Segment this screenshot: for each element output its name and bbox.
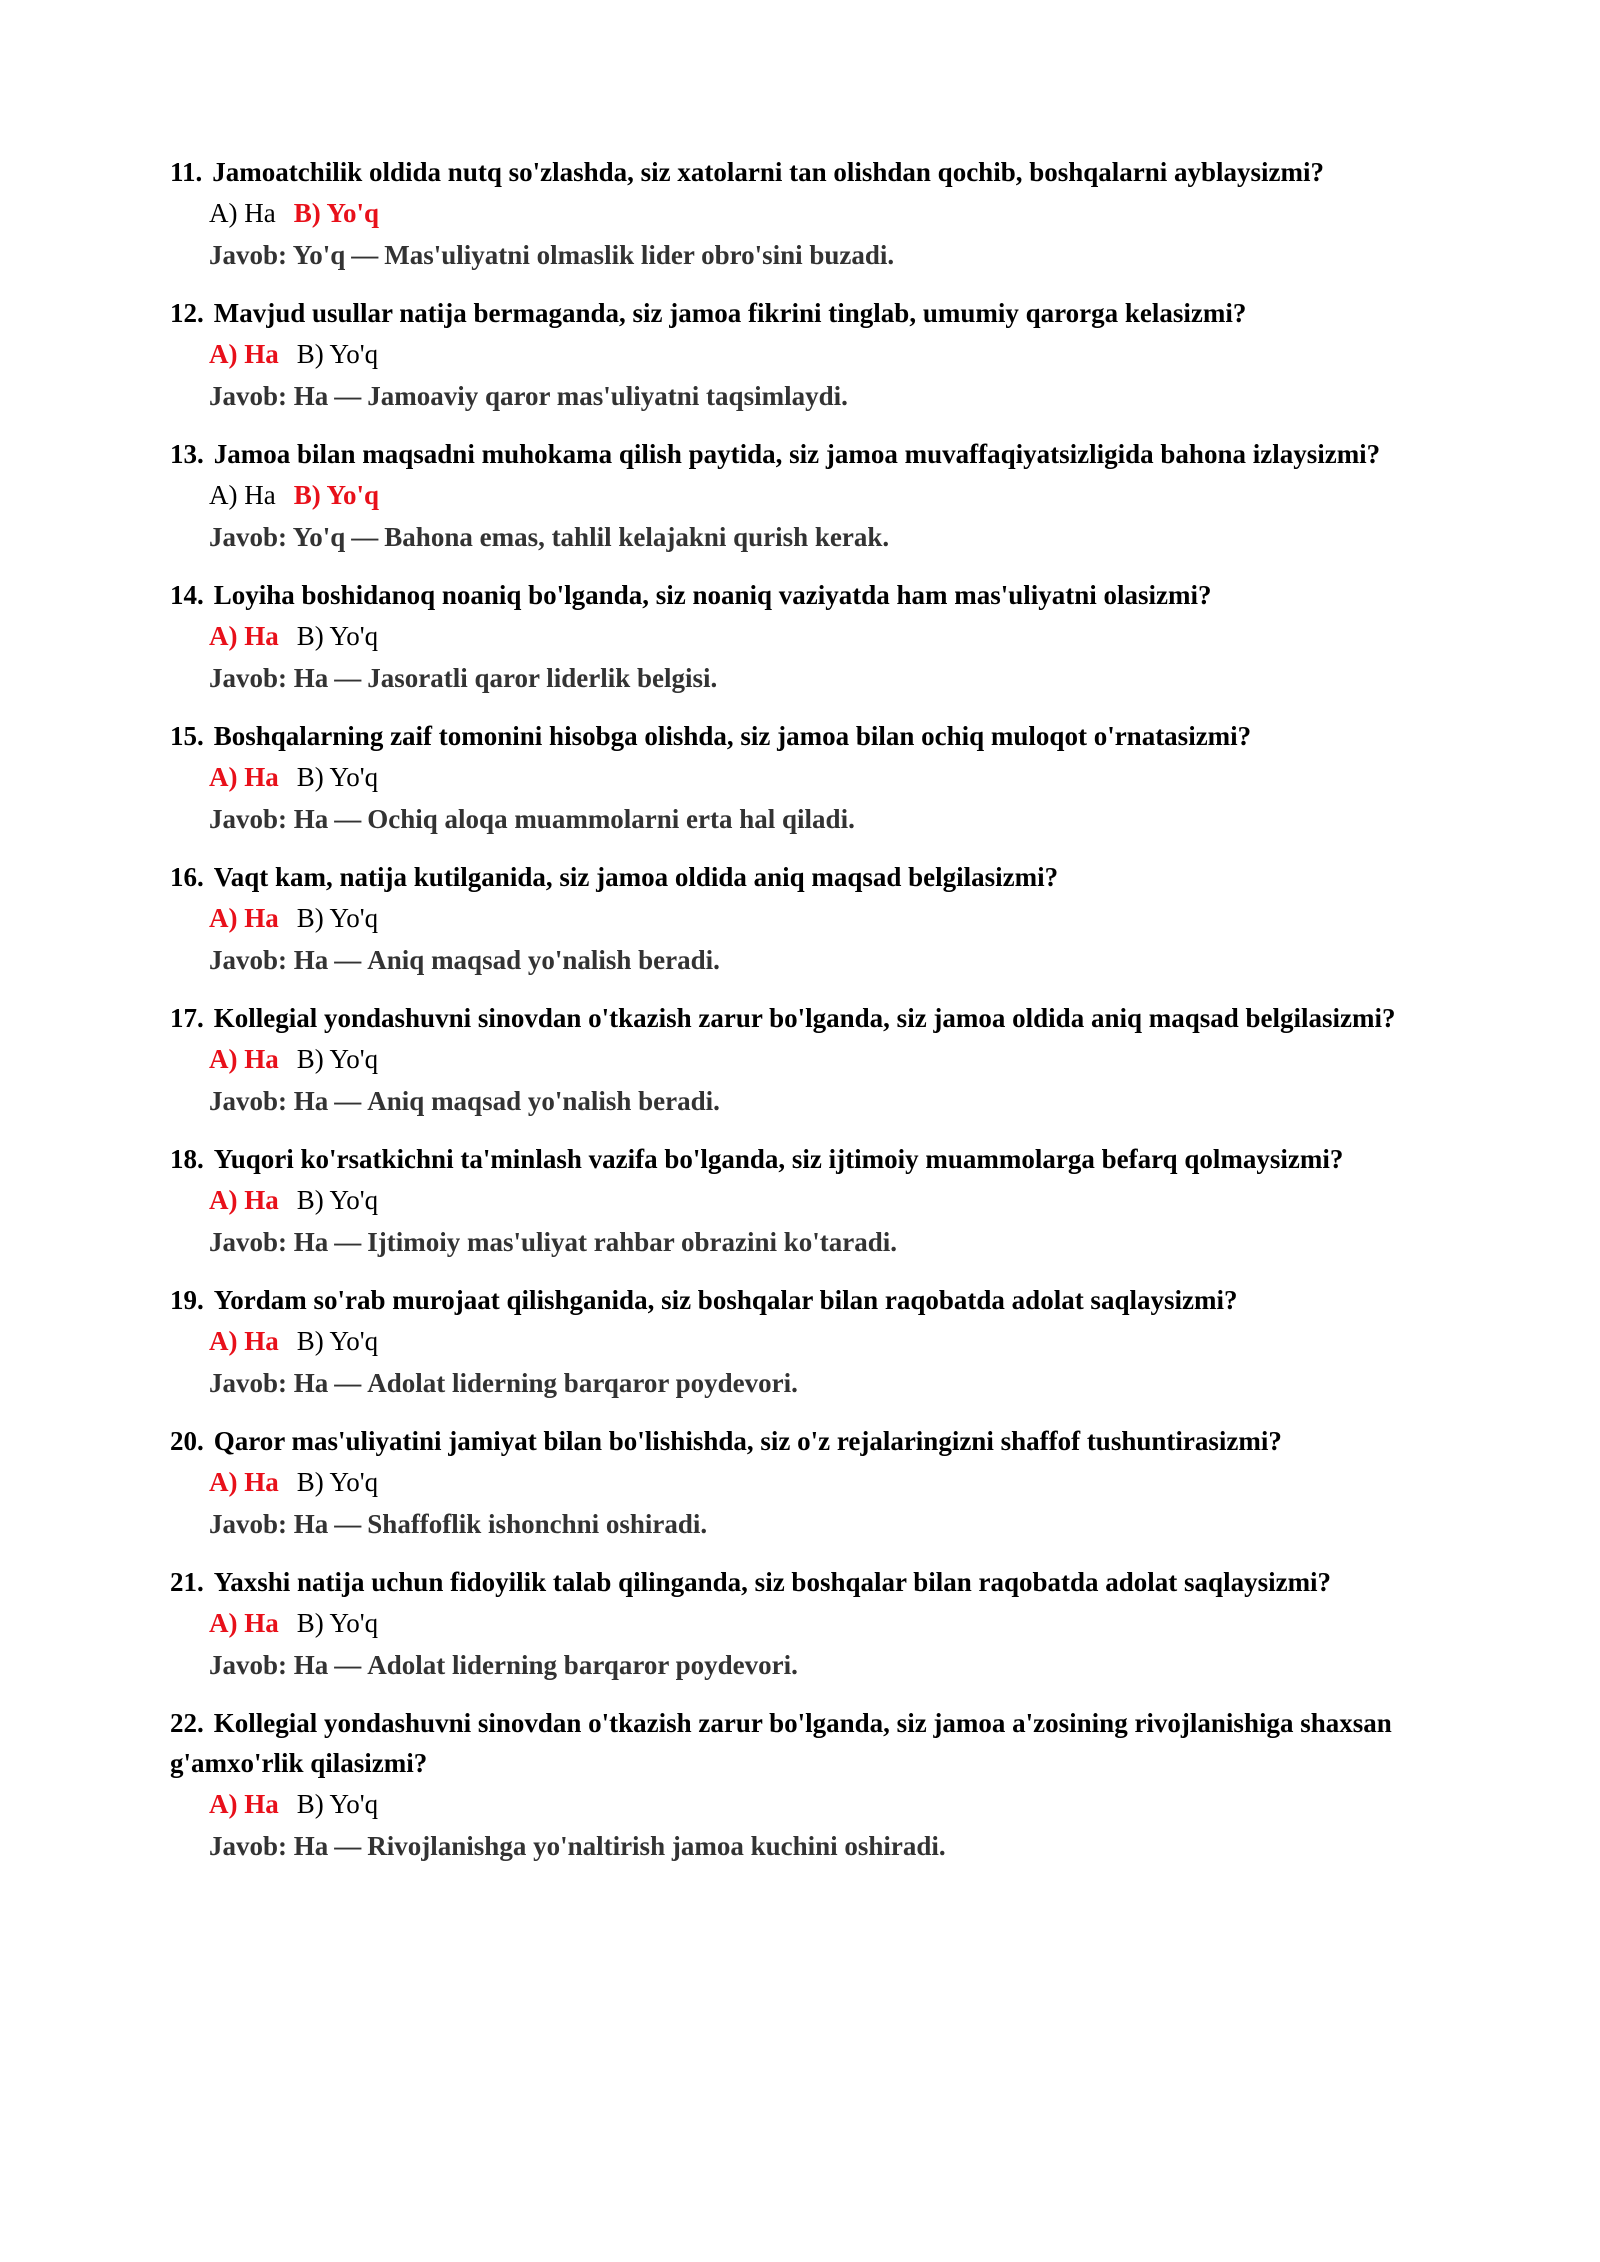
option-b: B) Yo'q xyxy=(296,1608,379,1638)
answer-line xyxy=(209,1503,1430,1545)
option-b: B) Yo'q xyxy=(296,621,379,651)
question-body: Yordam so'rab murojaat qilishganida, siz boshqalar bilan raqobatda adolat saqlaysizmi? xyxy=(213,1285,1238,1315)
answer-value: Ha xyxy=(293,663,329,693)
option-a: A) Ha xyxy=(209,1789,279,1819)
question-number: 12. xyxy=(170,298,204,328)
answer-dash: — xyxy=(334,1368,362,1398)
answer-value: Ha xyxy=(293,1086,329,1116)
option-b: B) Yo'q xyxy=(293,198,380,228)
question-list xyxy=(170,152,1430,1867)
option-a: A) Ha xyxy=(209,1185,279,1215)
answer-prefix: Javob: xyxy=(209,945,288,975)
answer-options xyxy=(209,1320,1430,1362)
answer-value: Ha xyxy=(293,1831,329,1861)
question-text xyxy=(170,998,1430,1038)
answer-dash: — xyxy=(334,1509,362,1539)
question-item xyxy=(170,293,1430,417)
answer-prefix: Javob: xyxy=(209,663,288,693)
option-b: B) Yo'q xyxy=(296,903,379,933)
question-number: 18. xyxy=(170,1144,204,1174)
answer-explanation: Mas'uliyatni olmaslik lider obro'sini buzadi. xyxy=(384,240,895,270)
answer-line xyxy=(209,1221,1430,1263)
answer-value: Ha xyxy=(293,1227,329,1257)
answer-options xyxy=(209,1602,1430,1644)
answer-line xyxy=(209,516,1430,558)
option-a: A) Ha xyxy=(209,1608,279,1638)
answer-line xyxy=(209,1644,1430,1686)
answer-line xyxy=(209,375,1430,417)
question-item xyxy=(170,1703,1430,1867)
option-b: B) Yo'q xyxy=(296,1789,379,1819)
answer-prefix: Javob: xyxy=(209,804,288,834)
question-body: Kollegial yondashuvni sinovdan o'tkazish zarur bo'lganda, siz jamoa a'zosining rivojlanishiga shaxsan g'amxo'rlik qilasizmi? xyxy=(170,1708,1392,1778)
question-item xyxy=(170,857,1430,981)
question-item xyxy=(170,1421,1430,1545)
option-a: A) Ha xyxy=(209,198,276,228)
question-body: Boshqalarning zaif tomonini hisobga olishda, siz jamoa bilan ochiq muloqot o'rnatasizmi? xyxy=(213,721,1252,751)
answer-prefix: Javob: xyxy=(209,1509,288,1539)
question-number: 15. xyxy=(170,721,204,751)
answer-line xyxy=(209,1080,1430,1122)
answer-dash: — xyxy=(334,1831,362,1861)
question-text xyxy=(170,152,1430,192)
question-item xyxy=(170,575,1430,699)
answer-dash: — xyxy=(334,663,362,693)
option-b: B) Yo'q xyxy=(296,1044,379,1074)
question-text xyxy=(170,1562,1430,1602)
question-number: 14. xyxy=(170,580,204,610)
answer-explanation: Ochiq aloqa muammolarni erta hal qiladi. xyxy=(367,804,855,834)
option-a: A) Ha xyxy=(209,1467,279,1497)
option-a: A) Ha xyxy=(209,1044,279,1074)
question-number: 11. xyxy=(170,157,203,187)
question-body: Vaqt kam, natija kutilganida, siz jamoa oldida aniq maqsad belgilasizmi? xyxy=(213,862,1059,892)
answer-explanation: Jasoratli qaror liderlik belgisi. xyxy=(367,663,718,693)
answer-prefix: Javob: xyxy=(209,1831,288,1861)
question-item xyxy=(170,152,1430,276)
question-number: 21. xyxy=(170,1567,204,1597)
answer-line xyxy=(209,1362,1430,1404)
answer-prefix: Javob: xyxy=(209,1650,288,1680)
option-a: A) Ha xyxy=(209,903,279,933)
question-text xyxy=(170,293,1430,333)
question-number: 17. xyxy=(170,1003,204,1033)
question-text xyxy=(170,1421,1430,1461)
answer-explanation: Aniq maqsad yo'nalish beradi. xyxy=(367,945,720,975)
answer-value: Ha xyxy=(293,1650,329,1680)
answer-line xyxy=(209,939,1430,981)
question-item xyxy=(170,1562,1430,1686)
question-number: 20. xyxy=(170,1426,204,1456)
answer-dash: — xyxy=(334,1227,362,1257)
answer-dash: — xyxy=(334,945,362,975)
answer-options xyxy=(209,474,1430,516)
answer-options xyxy=(209,1038,1430,1080)
answer-value: Yo'q xyxy=(292,522,346,552)
answer-value: Yo'q xyxy=(292,240,346,270)
answer-explanation: Jamoaviy qaror mas'uliyatni taqsimlaydi. xyxy=(367,381,848,411)
answer-options xyxy=(209,756,1430,798)
answer-prefix: Javob: xyxy=(209,1086,288,1116)
question-body: Mavjud usullar natija bermaganda, siz jamoa fikrini tinglab, umumiy qarorga kelasizmi? xyxy=(213,298,1247,328)
answer-options xyxy=(209,897,1430,939)
answer-dash: — xyxy=(334,1086,362,1116)
question-text xyxy=(170,716,1430,756)
answer-line xyxy=(209,798,1430,840)
option-b: B) Yo'q xyxy=(296,1467,379,1497)
answer-options xyxy=(209,192,1430,234)
question-body: Yuqori ko'rsatkichni ta'minlash vazifa bo'lganda, siz ijtimoiy muammolarga befarq qolmaysizmi? xyxy=(213,1144,1344,1174)
answer-dash: — xyxy=(351,522,379,552)
answer-options xyxy=(209,615,1430,657)
answer-options xyxy=(209,1179,1430,1221)
question-number: 22. xyxy=(170,1708,204,1738)
answer-explanation: Adolat liderning barqaror poydevori. xyxy=(367,1368,798,1398)
question-body: Yaxshi natija uchun fidoyilik talab qilinganda, siz boshqalar bilan raqobatda adolat saqlaysizmi? xyxy=(213,1567,1332,1597)
option-b: B) Yo'q xyxy=(296,762,379,792)
answer-explanation: Rivojlanishga yo'naltirish jamoa kuchini oshiradi. xyxy=(367,1831,946,1861)
question-text xyxy=(170,1703,1430,1783)
question-item xyxy=(170,998,1430,1122)
answer-dash: — xyxy=(334,804,362,834)
option-a: A) Ha xyxy=(209,762,279,792)
question-text xyxy=(170,857,1430,897)
question-body: Kollegial yondashuvni sinovdan o'tkazish zarur bo'lganda, siz jamoa oldida aniq maqsad belgilasizmi? xyxy=(213,1003,1396,1033)
answer-dash: — xyxy=(334,1650,362,1680)
answer-line xyxy=(209,657,1430,699)
question-text xyxy=(170,1139,1430,1179)
question-number: 16. xyxy=(170,862,204,892)
option-a: A) Ha xyxy=(209,1326,279,1356)
option-a: A) Ha xyxy=(209,621,279,651)
question-body: Jamoa bilan maqsadni muhokama qilish paytida, siz jamoa muvaffaqiyatsizligida bahona izlaysizmi? xyxy=(213,439,1381,469)
question-item xyxy=(170,434,1430,558)
question-text xyxy=(170,434,1430,474)
option-b: B) Yo'q xyxy=(296,1326,379,1356)
answer-prefix: Javob: xyxy=(209,1368,288,1398)
answer-options xyxy=(209,333,1430,375)
question-number: 19. xyxy=(170,1285,204,1315)
option-b: B) Yo'q xyxy=(296,1185,379,1215)
question-item xyxy=(170,1280,1430,1404)
answer-dash: — xyxy=(351,240,379,270)
question-item xyxy=(170,1139,1430,1263)
answer-explanation: Aniq maqsad yo'nalish beradi. xyxy=(367,1086,720,1116)
question-item xyxy=(170,716,1430,840)
answer-value: Ha xyxy=(293,1368,329,1398)
question-body: Loyiha boshidanoq noaniq bo'lganda, siz noaniq vaziyatda ham mas'uliyatni olasizmi? xyxy=(213,580,1212,610)
answer-dash: — xyxy=(334,381,362,411)
answer-prefix: Javob: xyxy=(209,522,288,552)
answer-value: Ha xyxy=(293,945,329,975)
answer-line xyxy=(209,1825,1430,1867)
answer-prefix: Javob: xyxy=(209,381,288,411)
question-body: Jamoatchilik oldida nutq so'zlashda, siz xatolarni tan olishdan qochib, boshqalarni ayblaysizmi? xyxy=(212,157,1325,187)
answer-line xyxy=(209,234,1430,276)
option-b: B) Yo'q xyxy=(296,339,379,369)
answer-options xyxy=(209,1461,1430,1503)
question-text xyxy=(170,1280,1430,1320)
answer-options xyxy=(209,1783,1430,1825)
answer-explanation: Bahona emas, tahlil kelajakni qurish kerak. xyxy=(384,522,890,552)
question-number: 13. xyxy=(170,439,204,469)
option-b: B) Yo'q xyxy=(293,480,380,510)
answer-prefix: Javob: xyxy=(209,240,288,270)
option-a: A) Ha xyxy=(209,339,279,369)
question-text xyxy=(170,575,1430,615)
answer-explanation: Shaffoflik ishonchni oshiradi. xyxy=(367,1509,708,1539)
answer-value: Ha xyxy=(293,1509,329,1539)
answer-prefix: Javob: xyxy=(209,1227,288,1257)
answer-value: Ha xyxy=(293,804,329,834)
option-a: A) Ha xyxy=(209,480,276,510)
answer-explanation: Adolat liderning barqaror poydevori. xyxy=(367,1650,798,1680)
answer-value: Ha xyxy=(293,381,329,411)
question-body: Qaror mas'uliyatini jamiyat bilan bo'lishishda, siz o'z rejalaringizni shaffof tushuntirasizmi? xyxy=(213,1426,1282,1456)
answer-explanation: Ijtimoiy mas'uliyat rahbar obrazini ko'taradi. xyxy=(367,1227,898,1257)
